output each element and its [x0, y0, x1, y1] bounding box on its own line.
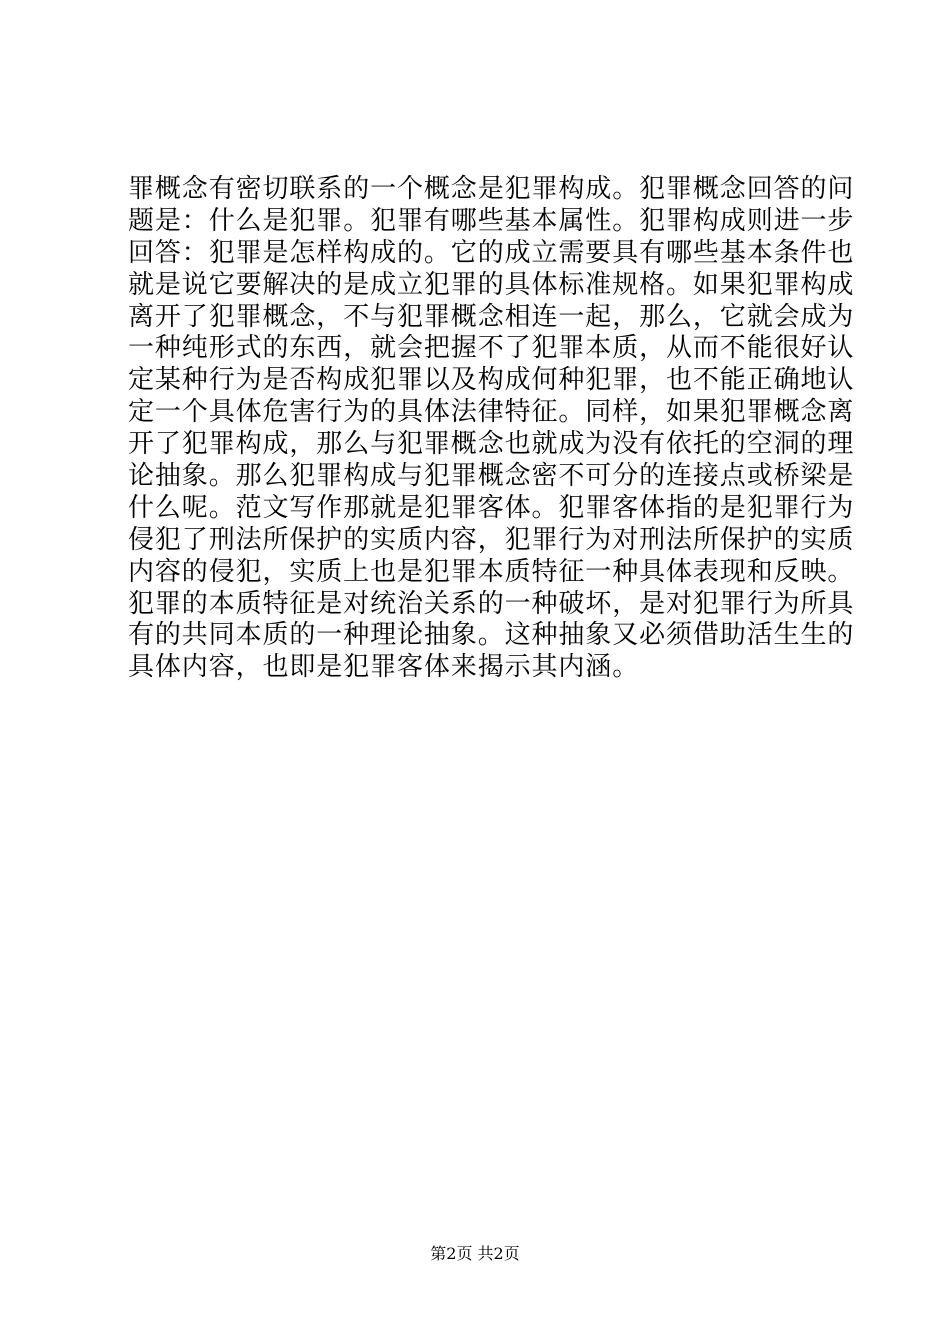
text-line: 什么呢。范文写作那就是犯罪客体。犯罪客体指的是犯罪行为 [128, 492, 855, 523]
text-line: 题是：什么是犯罪。犯罪有哪些基本属性。犯罪构成则进一步 [128, 205, 855, 236]
text-line: 一种纯形式的东西，就会把握不了犯罪本质，从而不能很好认 [128, 333, 855, 364]
text-line: 侵犯了刑法所保护的实质内容，犯罪行为对刑法所保护的实质 [128, 524, 855, 555]
text-line: 定某种行为是否构成犯罪以及构成何种犯罪，也不能正确地认 [128, 365, 855, 396]
text-line: 回答：犯罪是怎样构成的。它的成立需要具有哪些基本条件也 [128, 237, 855, 268]
text-line: 定一个具体危害行为的具体法律特征。同样，如果犯罪概念离 [128, 397, 855, 428]
text-line: 有的共同本质的一种理论抽象。这种抽象又必须借助活生生的 [128, 620, 855, 651]
text-line: 论抽象。那么犯罪构成与犯罪概念密不可分的连接点或桥梁是 [128, 461, 855, 492]
text-line: 开了犯罪构成，那么与犯罪概念也就成为没有依托的空洞的理 [128, 429, 855, 460]
text-line: 内容的侵犯，实质上也是犯罪本质特征一种具体表现和反映。 [128, 556, 855, 587]
body-paragraph [128, 174, 855, 684]
text-line: 就是说它要解决的是成立犯罪的具体标准规格。如果犯罪构成 [128, 269, 855, 300]
text-line: 犯罪的本质特征是对统治关系的一种破坏，是对犯罪行为所具 [128, 588, 855, 619]
text-line: 具体内容，也即是犯罪客体来揭示其内涵。 [128, 652, 640, 683]
page-number-footer: 第2页 共2页 [430, 1244, 520, 1263]
text-line: 离开了犯罪概念，不与犯罪概念相连一起，那么，它就会成为 [128, 301, 855, 332]
text-line: 罪概念有密切联系的一个概念是犯罪构成。犯罪概念回答的问 [128, 174, 855, 204]
